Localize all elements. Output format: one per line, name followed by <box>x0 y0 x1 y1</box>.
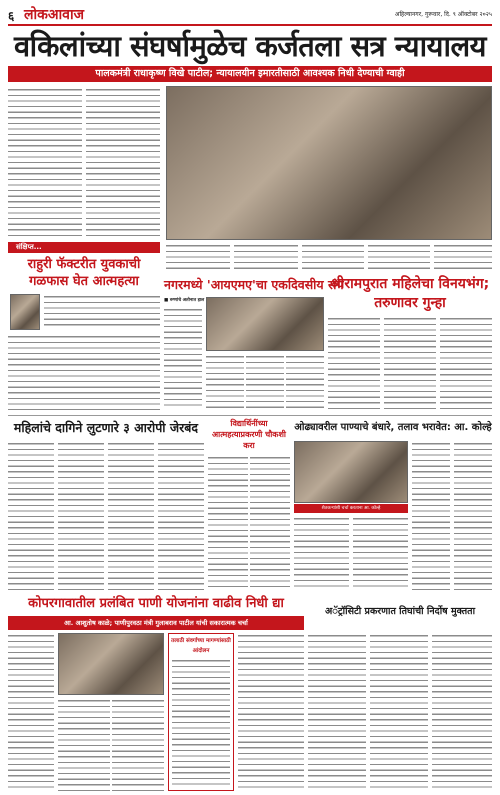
atrocity-column-3 <box>432 633 492 791</box>
nagar-column-4 <box>286 354 324 412</box>
nagar-headline: नगरमध्ये 'आयएमए'चा एकदिवसीय संप <box>164 277 344 292</box>
lead-column-6 <box>368 243 430 271</box>
mahila-column-2 <box>58 441 104 591</box>
paper-title: लोकआवाज <box>24 7 84 23</box>
mahila-column-4 <box>158 441 204 591</box>
mahila-column-3 <box>108 441 154 591</box>
page-number: ६ <box>8 9 15 23</box>
kopargaon-photo <box>58 633 164 695</box>
odhe-column-2 <box>454 441 492 591</box>
lead-subheadline: पालकमंत्री राधाकृष्ण विखे पाटील; न्यायालयीन इमारतीसाठी आवश्यक निधी देण्याची ग्वाही <box>8 66 492 82</box>
nagar-tag: ■ रुग्णांचे अतोनात हाल <box>164 298 205 303</box>
lead-column-7 <box>434 243 492 271</box>
lead-column-5 <box>302 243 364 271</box>
divider <box>8 415 492 416</box>
vidyarthi-column-2 <box>250 455 290 591</box>
lead-column-3 <box>166 243 230 271</box>
mahila-column-1 <box>8 441 54 591</box>
talathi-headline: तलाठी संवर्गाच्या मागण्यांसाठी आंदोलन <box>171 638 231 654</box>
mahila-headline: महिलांचे दागिने लुटणारे ३ आरोपी जेरबंद <box>13 420 199 435</box>
odhe-column-4 <box>353 516 408 591</box>
odhe-column-3 <box>294 516 349 591</box>
shrirampur-headline: श्रीरामपुरात महिलेचा विनयभंग; तरुणावर गुन्हा <box>330 276 490 311</box>
lead-column-2 <box>86 87 160 237</box>
lead-headline: वकिलांच्या संघर्षामुळेच कर्जतला सत्र न्यायालय <box>14 29 486 63</box>
dateline: अहिल्यानगर, गुरूवार, दि. ९ ऑक्टोबर २०२५ <box>394 11 492 18</box>
shrirampur-column-2 <box>384 316 436 412</box>
kopargaon-column-1 <box>8 633 54 791</box>
sanxipt-text-2 <box>8 334 160 412</box>
atrocity-headline: अॅट्रॉसिटी प्रकरणात तिघांची निर्दोष मुक्तता <box>324 606 476 617</box>
masthead <box>8 4 492 26</box>
lead-photo <box>166 86 492 240</box>
atrocity-column-1 <box>308 633 366 791</box>
odhe-column-1 <box>412 441 450 591</box>
odhe-headline: ओढ्यावरील पाण्याचे बंधारे, तलाव भरावेत: आ. कोल्हे <box>294 422 492 433</box>
shrirampur-column-3 <box>440 316 492 412</box>
kopargaon-column-2 <box>58 698 110 791</box>
kopargaon-column-3 <box>112 698 164 791</box>
nagar-column-3 <box>246 354 284 412</box>
odhe-photo <box>294 441 408 503</box>
odhe-caption: शेतकऱ्यांशी चर्चा करताना आ. कोल्हे <box>294 504 408 513</box>
talathi-box <box>168 633 234 791</box>
sanxipt-text <box>44 294 160 330</box>
sanxipt-photo <box>10 294 40 330</box>
kopargaon-column-4 <box>238 633 304 791</box>
nagar-photo <box>206 297 324 351</box>
lead-column-4 <box>234 243 298 271</box>
shrirampur-column-1 <box>328 316 380 412</box>
sanxipt-headline: राहुरी फॅक्टरीत युवकाची गळफास घेत आत्महत्या <box>27 257 141 289</box>
vidyarthi-headline: विद्यार्थिनींच्या आत्महत्याप्रकरणी चौकशी करा <box>212 419 286 450</box>
kopargaon-subheadline: आ. आशुतोष काळे; पाणीपुरवठा मंत्री गुलाबराव पाटील यांची सकारात्मक चर्चा <box>8 616 304 630</box>
atrocity-column-2 <box>370 633 428 791</box>
kopargaon-headline: कोपरगावातील प्रलंबित पाणी योजनांना वाढीव निधी द्या <box>28 596 284 611</box>
nagar-column-2 <box>206 354 244 412</box>
vidyarthi-column-1 <box>208 455 248 591</box>
talathi-text <box>172 658 230 788</box>
nagar-column-1 <box>164 307 202 407</box>
lead-column-1 <box>8 87 82 237</box>
sanxipt-label: संक्षिप्त... <box>8 242 160 253</box>
